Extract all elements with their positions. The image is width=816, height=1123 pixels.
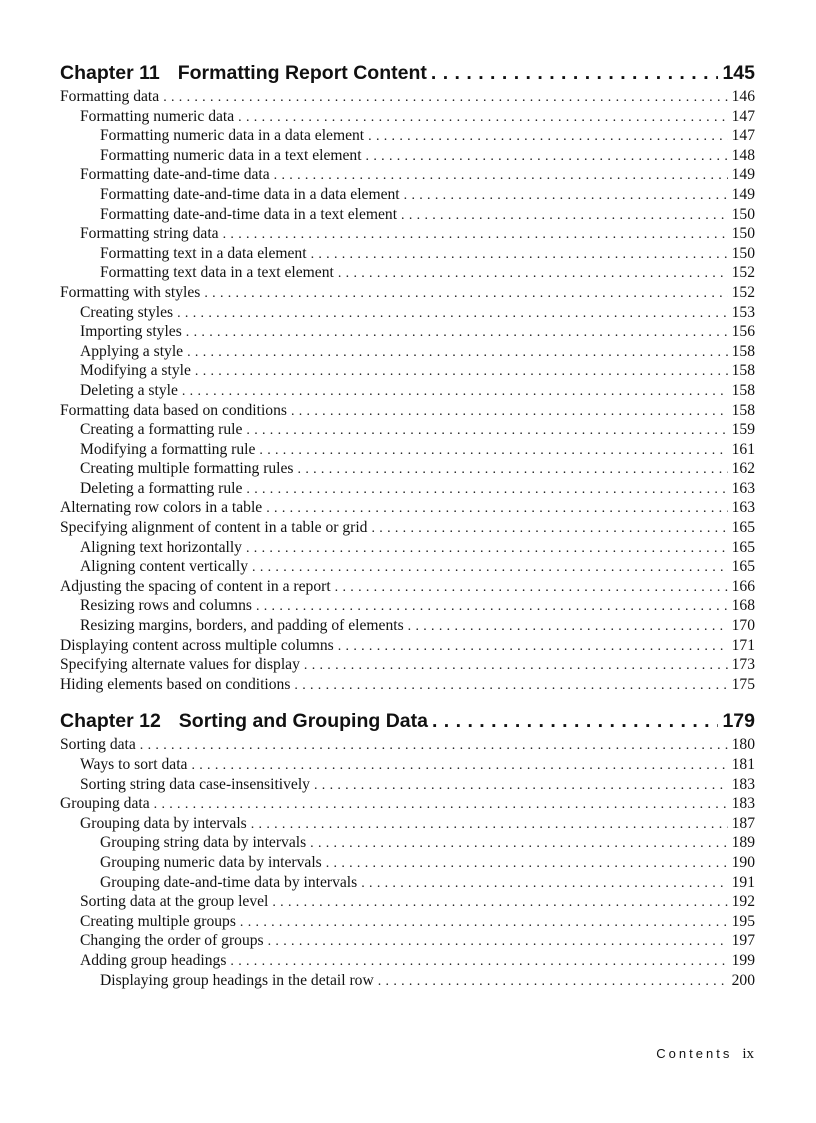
toc-entry[interactable] (60, 303, 755, 323)
toc-entry-title: Modifying a style (80, 362, 191, 380)
toc-entry-title: Resizing margins, borders, and padding of elements (80, 617, 404, 635)
toc-entry-title: Changing the order of groups (80, 932, 264, 950)
toc-entry[interactable] (60, 126, 755, 146)
toc-entry-page: 147 (731, 107, 755, 125)
toc-entry-page: 152 (731, 283, 755, 301)
toc-entry[interactable] (60, 146, 755, 166)
toc-entry[interactable] (60, 931, 755, 951)
toc-entry-title: Applying a style (80, 342, 184, 360)
toc-entry-page: 189 (731, 834, 755, 852)
toc-entry-title: Grouping data (60, 795, 150, 813)
dot-leader (361, 874, 727, 893)
chapter-number: Chapter 11 (60, 62, 160, 84)
toc-entry[interactable] (60, 342, 755, 362)
dot-leader (223, 225, 728, 244)
toc-entry-page: 183 (731, 795, 755, 813)
toc-entry-title: Specifying alignment of content in a table or grid (60, 519, 368, 537)
toc-entry-page: 149 (731, 185, 755, 203)
chapter-heading[interactable] (60, 60, 755, 87)
toc-entry[interactable] (60, 185, 755, 205)
toc-entry-title: Creating multiple groups (80, 912, 236, 930)
dot-leader (401, 206, 728, 225)
chapter-title: Formatting Report Content (177, 62, 427, 84)
toc-entry-page: 165 (731, 558, 755, 576)
toc-entry-title: Adding group headings (80, 951, 227, 969)
dot-leader (294, 676, 727, 695)
toc-entry[interactable] (60, 755, 755, 775)
toc-entry-title: Displaying content across multiple columns (60, 636, 334, 654)
dot-leader (177, 304, 727, 323)
dot-leader (310, 834, 727, 853)
chapter-title: Sorting and Grouping Data (178, 710, 428, 733)
dot-leader (274, 166, 728, 185)
toc-entry-title: Formatting date-and-time data (80, 166, 270, 184)
toc-entry[interactable] (60, 794, 755, 814)
toc-entry-title: Formatting text in a data element (100, 244, 307, 262)
toc-entry[interactable] (60, 636, 755, 656)
toc-entry[interactable] (60, 283, 755, 303)
toc-entry[interactable] (60, 107, 755, 127)
toc-entry-page: 153 (731, 303, 755, 321)
toc-entry-page: 199 (731, 951, 755, 969)
toc-entry-title: Grouping numeric data by intervals (100, 853, 322, 871)
toc-entry[interactable] (60, 912, 755, 932)
dot-leader (431, 60, 719, 87)
toc-entry-title: Aligning content vertically (80, 558, 249, 576)
toc-entry[interactable] (60, 459, 755, 479)
toc-entry[interactable] (60, 87, 755, 107)
toc-entry-title: Formatting numeric data in a text element (100, 146, 362, 164)
dot-leader (259, 441, 727, 460)
page-footer (656, 1046, 754, 1063)
dot-leader (251, 815, 728, 834)
toc-entry-title: Formatting date-and-time data in a data element (100, 185, 400, 203)
table-of-contents (60, 60, 755, 1004)
toc-entry-page: 190 (731, 853, 755, 871)
toc-entry[interactable] (60, 420, 755, 440)
toc-entry-title: Deleting a style (80, 381, 178, 399)
dot-leader (238, 108, 727, 127)
chapter-page-number: 179 (722, 710, 755, 733)
toc-entry-page: 183 (731, 775, 755, 793)
toc-entry-title: Formatting data based on conditions (60, 401, 287, 419)
dot-leader (298, 460, 728, 479)
toc-entry[interactable] (60, 735, 755, 755)
toc-entry-page: 181 (731, 756, 755, 773)
toc-entry-page: 150 (731, 205, 755, 223)
toc-entry-page: 156 (731, 323, 755, 341)
toc-entry[interactable] (60, 361, 755, 381)
dot-leader (432, 708, 718, 735)
chapter-heading[interactable] (60, 708, 755, 735)
toc-entry-title: Formatting data (60, 88, 160, 105)
toc-entry-title: Displaying group headings in the detail row (100, 971, 374, 989)
toc-entry-page: 197 (731, 932, 755, 950)
dot-leader (246, 421, 727, 440)
dot-leader (186, 323, 728, 342)
toc-entry-title: Creating multiple formatting rules (80, 460, 294, 478)
toc-entry-page: 165 (731, 519, 755, 537)
toc-entry[interactable] (60, 596, 755, 616)
toc-entry[interactable] (60, 244, 755, 264)
toc-entry[interactable] (60, 951, 755, 971)
toc-entry-page: 171 (731, 636, 755, 654)
toc-entry-page: 170 (731, 617, 755, 635)
toc-body (60, 60, 755, 990)
dot-leader (404, 186, 728, 205)
toc-entry-page: 163 (731, 499, 755, 517)
dot-leader (291, 402, 728, 421)
dot-leader (140, 736, 728, 755)
chapter-number: Chapter 12 (60, 710, 161, 733)
toc-entry-title: Specifying alternate values for display (60, 656, 300, 674)
dot-leader (272, 893, 727, 912)
dot-leader (154, 795, 728, 814)
toc-entry-title: Ways to sort data (80, 756, 188, 773)
toc-entry-title: Grouping date-and-time data by intervals (100, 873, 358, 891)
dot-leader (246, 480, 727, 499)
dot-leader (338, 637, 728, 656)
toc-entry-title: Sorting string data case-insensitively (80, 775, 310, 793)
dot-leader (266, 499, 727, 518)
toc-entry-page: 158 (731, 342, 755, 360)
toc-entry[interactable] (60, 538, 755, 558)
toc-entry-page: 180 (731, 736, 755, 754)
dot-leader (256, 597, 728, 616)
dot-leader (408, 617, 728, 636)
toc-entry[interactable] (60, 577, 755, 597)
toc-entry-page: 195 (731, 912, 755, 930)
dot-leader (314, 776, 728, 795)
toc-entry[interactable] (60, 873, 755, 893)
chapter-page-number: 145 (722, 62, 755, 84)
toc-entry-page: 161 (731, 440, 755, 458)
toc-entry-page: 150 (731, 244, 755, 262)
toc-entry-title: Hiding elements based on conditions (60, 675, 291, 693)
toc-entry-title: Grouping data by intervals (80, 814, 247, 832)
toc-entry-title: Modifying a formatting rule (80, 440, 256, 458)
toc-entry-title: Deleting a formatting rule (80, 479, 243, 497)
dot-leader (195, 362, 728, 381)
toc-entry-title: Sorting data at the group level (80, 893, 269, 911)
toc-entry-page: 191 (731, 873, 755, 891)
toc-entry-title: Formatting numeric data (80, 107, 235, 125)
dot-leader (246, 539, 728, 558)
toc-entry-title: Aligning text horizontally (80, 538, 242, 556)
toc-entry[interactable] (60, 224, 755, 244)
dot-leader (371, 519, 727, 538)
toc-entry[interactable] (60, 205, 755, 225)
dot-leader (268, 932, 728, 951)
toc-entry-page: 147 (731, 127, 755, 145)
toc-entry-page: 187 (731, 814, 755, 832)
dot-leader (338, 264, 728, 283)
dot-leader (366, 147, 728, 166)
dot-leader (368, 127, 727, 146)
toc-entry[interactable] (60, 775, 755, 795)
dot-leader (311, 245, 728, 264)
toc-entry-page: 175 (731, 675, 755, 693)
toc-entry-page: 168 (731, 597, 755, 615)
toc-entry[interactable] (60, 440, 755, 460)
toc-entry-page: 163 (731, 479, 755, 497)
toc-entry-page: 158 (731, 401, 755, 419)
toc-entry[interactable] (60, 479, 755, 499)
toc-entry-page: 166 (731, 577, 755, 595)
dot-leader (163, 88, 727, 107)
toc-entry[interactable] (60, 971, 755, 991)
toc-entry-title: Creating a formatting rule (80, 421, 243, 439)
toc-entry-page: 158 (731, 362, 755, 380)
toc-entry[interactable] (60, 401, 755, 421)
toc-entry-title: Alternating row colors in a table (60, 499, 263, 517)
toc-entry-title: Sorting data (60, 736, 136, 754)
toc-entry-page: 148 (731, 146, 755, 164)
toc-entry[interactable] (60, 833, 755, 853)
toc-entry-page: 150 (731, 225, 755, 243)
toc-entry-title: Formatting text data in a text element (100, 264, 334, 282)
toc-entry-title: Grouping string data by intervals (100, 834, 307, 852)
dot-leader (191, 756, 727, 775)
toc-entry-page: 158 (731, 381, 755, 399)
dot-leader (230, 952, 727, 971)
toc-entry-page: 192 (731, 893, 755, 911)
toc-entry-page: 200 (731, 971, 755, 989)
chapter-entries (60, 87, 755, 694)
toc-entry-title: Resizing rows and columns (80, 597, 252, 615)
toc-entry[interactable] (60, 263, 755, 283)
toc-entry-title: Adjusting the spacing of content in a report (60, 577, 331, 595)
toc-entry[interactable] (60, 381, 755, 401)
toc-entry[interactable] (60, 498, 755, 518)
toc-entry-title: Formatting date-and-time data in a text element (100, 205, 398, 223)
toc-entry[interactable] (60, 322, 755, 342)
footer-page-number: ix (742, 1046, 754, 1062)
toc-entry-title: Importing styles (80, 323, 182, 341)
dot-leader (204, 284, 727, 303)
dot-leader (335, 578, 728, 597)
toc-entry-page: 159 (731, 421, 755, 439)
toc-entry[interactable] (60, 165, 755, 185)
toc-entry[interactable] (60, 616, 755, 636)
toc-entry-title: Creating styles (80, 303, 174, 321)
dot-leader (240, 913, 728, 932)
toc-entry[interactable] (60, 655, 755, 675)
toc-entry-page: 152 (731, 264, 755, 282)
dot-leader (187, 343, 728, 362)
toc-entry-page: 173 (731, 656, 755, 674)
dot-leader (182, 382, 728, 401)
dot-leader (326, 854, 728, 873)
toc-entry-page: 162 (731, 460, 755, 478)
toc-entry-title: Formatting string data (80, 225, 219, 243)
toc-entry[interactable] (60, 814, 755, 834)
toc-entry[interactable] (60, 892, 755, 912)
toc-entry[interactable] (60, 518, 755, 538)
toc-entry[interactable] (60, 557, 755, 577)
dot-leader (252, 558, 728, 577)
toc-entry-title: Formatting numeric data in a data element (100, 127, 365, 145)
dot-leader (304, 656, 728, 675)
footer-label: Contents (656, 1046, 733, 1061)
toc-entry[interactable] (60, 853, 755, 873)
chapter-entries (60, 735, 755, 990)
toc-entry-page: 165 (731, 538, 755, 556)
toc-entry[interactable] (60, 675, 755, 695)
toc-entry-page: 146 (731, 88, 755, 105)
dot-leader (378, 972, 728, 991)
toc-entry-title: Formatting with styles (60, 283, 201, 301)
toc-entry-page: 149 (731, 166, 755, 184)
